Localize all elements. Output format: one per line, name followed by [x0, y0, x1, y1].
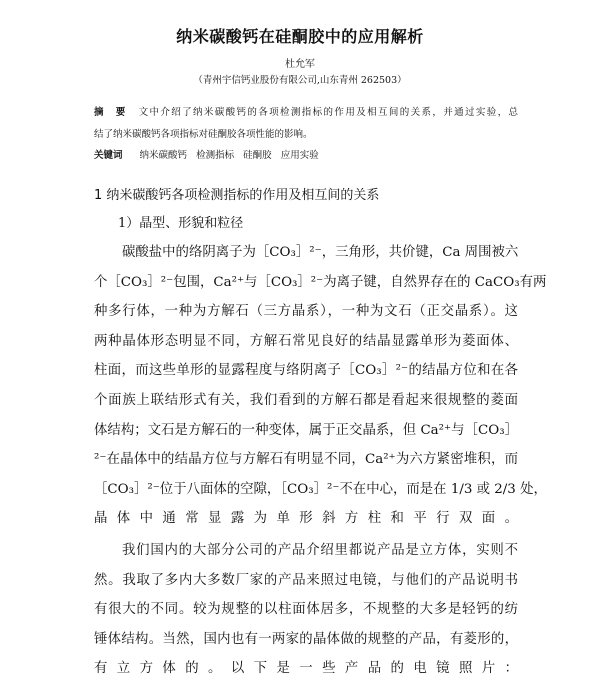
abstract [94, 102, 518, 146]
abstract-text-line-2: 结了纳米碳酸钙各项指标对硅酮胶各项性能的影响。 [94, 129, 313, 140]
section-heading: 1 纳米碳酸钙各项检测指标的作用及相互间的关系 [94, 188, 380, 203]
paragraph-line: 晶体中通常显露为单形斜方柱和平行双面。 [94, 511, 518, 527]
paragraph-line: 个面族上联结形式有关，我们看到的方解石都是看起来很规整的菱面 [94, 392, 518, 408]
paper-title: 纳米碳酸钙在硅酮胶中的应用解析 [176, 27, 424, 46]
paragraph-line: ²⁻在晶体中的结晶方位与方解石有明显不同，Ca²⁺为六方紧密堆积，而 [94, 452, 518, 468]
keyword-item: 检测指标 [196, 150, 235, 161]
author-affiliation: （青州宇信钙业股份有限公司,山东青州 262503） [193, 75, 407, 86]
paragraph-line: 锤体结构。当然，国内也有一两家的晶体做的规整的产品，有菱形的， [94, 631, 518, 647]
paragraph-line: 我们国内的大部分公司的产品介绍里都说产品是立方体，实则不 [122, 543, 518, 558]
paragraph-line: 两种晶体形态明显不同，方解石常见良好的结晶显露单形为菱面体、 [94, 333, 518, 349]
paragraph-line: 种多行体，一种为方解石（三方晶系），一种为文石（正交晶系）。这 [94, 304, 518, 320]
subsection-heading: 1）晶型、形貌和粒径 [118, 216, 244, 231]
keyword-item: 应用实验 [280, 150, 319, 161]
abstract-label: 摘 要 [94, 107, 127, 118]
keywords-label: 关键词 [94, 150, 123, 161]
paragraph-line: 有很大的不同。较为规整的以柱面体居多，不规整的大多是轻钙的纺 [94, 602, 518, 618]
keywords [94, 146, 518, 166]
keyword-item: 纳米碳酸钙 [139, 150, 188, 161]
paragraph-line: 碳酸盐中的络阴离子为［CO₃］²⁻，三角形，共价键，Ca 周围被六 [122, 245, 519, 260]
body-paragraph-2 [94, 536, 518, 684]
paragraph-line: 个［CO₃］²⁻包围，Ca²⁺与［CO₃］²⁻为离子键，自然界存在的 CaCO₃有两 [94, 274, 547, 290]
paragraph-line: 体结构；文石是方解石的一种变体，属于正交晶系，但 Ca²⁺与［CO₃］ [94, 422, 518, 438]
abstract-text-line-1: 文中介绍了纳米碳酸钙的各项检测指标的作用及相互间的关系，并通过实验，总 [138, 107, 518, 118]
keyword-item: 硅酮胶 [243, 150, 272, 161]
paragraph-line: 柱面，而这些单形的显露程度与络阴离子［CO₃］²⁻的结晶方位和在各 [94, 363, 518, 379]
body-paragraph-1 [94, 238, 547, 534]
paragraph-line: ［CO₃］²⁻位于八面体的空隙，［CO₃］²⁻不在中心，而是在 1/3 或 2/3 处， [94, 481, 547, 497]
paragraph-line: 然。我取了多内大多数厂家的产品来照过电镜，与他们的产品说明书 [94, 572, 518, 588]
author-name: 杜允军 [285, 59, 315, 70]
paragraph-line: 有立方体的。以下是一些产品的电镜照片： [94, 661, 518, 677]
